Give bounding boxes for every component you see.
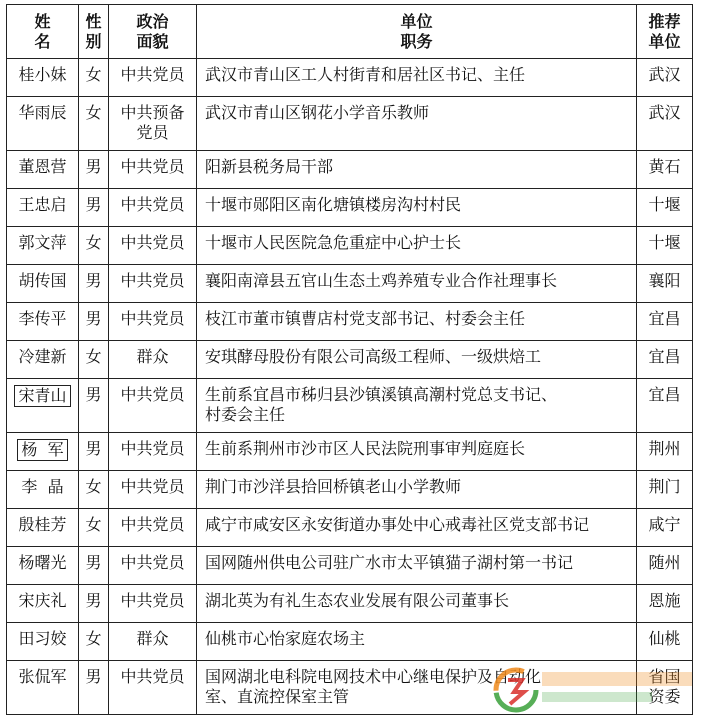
unit-text: 国网随州供电公司驻广水市太平镇猫子湖村第一书记 xyxy=(205,553,574,572)
cell-gender: 女 xyxy=(79,509,109,547)
header-gender: 性 别 xyxy=(79,5,109,59)
name-text: 华雨辰 xyxy=(18,103,67,122)
cell-recommend: 十堰 xyxy=(637,189,693,227)
cell-unit xyxy=(197,97,637,151)
unit-text: 咸宁市咸安区永安街道办事处中心戒毒社区党支部书记 xyxy=(205,515,590,534)
cell-unit xyxy=(197,661,637,715)
cell-name xyxy=(7,585,79,623)
table-header-row xyxy=(7,5,693,59)
table-row xyxy=(7,189,693,227)
unit-text: 十堰市人民医院急危重症中心护士长 xyxy=(205,233,462,252)
cell-party xyxy=(109,151,197,189)
cell-party xyxy=(109,623,197,661)
unit-text: 村委会主任 xyxy=(205,405,286,424)
cell-gender: 女 xyxy=(79,623,109,661)
table-row xyxy=(7,661,693,715)
cell-recommend: 荆门 xyxy=(637,471,693,509)
party-text: 中共党员 xyxy=(120,195,185,214)
cell-recommend: 宜昌 xyxy=(637,379,693,433)
unit-text: 武汉市青山区工人村街青和居社区书记、主任 xyxy=(205,65,526,84)
cell-name xyxy=(7,151,79,189)
cell-unit xyxy=(197,623,637,661)
unit-text: 安琪酵母股份有限公司高级工程师、一级烘焙工 xyxy=(205,347,542,366)
cell-unit xyxy=(197,341,637,379)
unit-text: 生前系荆州市沙市区人民法院刑事审判庭庭长 xyxy=(205,439,526,458)
unit-text: 湖北英为有礼生态农业发展有限公司董事长 xyxy=(205,591,510,610)
party-text: 中共党员 xyxy=(120,591,185,610)
cell-name xyxy=(7,471,79,509)
cell-recommend: 荆州 xyxy=(637,433,693,471)
name-text: 桂小妹 xyxy=(18,65,67,84)
cell-party xyxy=(109,59,197,97)
header-recommend: 推荐 单位 xyxy=(637,5,693,59)
table-row xyxy=(7,59,693,97)
name-text: 李 晶 xyxy=(21,477,64,496)
cell-party xyxy=(109,585,197,623)
cell-name xyxy=(7,265,79,303)
cell-gender: 男 xyxy=(79,547,109,585)
name-text: 李传平 xyxy=(18,309,67,328)
cell-name xyxy=(7,303,79,341)
name-text: 郭文萍 xyxy=(18,233,67,252)
cell-party xyxy=(109,303,197,341)
unit-text: 仙桃市心怡家庭农场主 xyxy=(205,629,366,648)
cell-gender: 男 xyxy=(79,379,109,433)
cell-unit xyxy=(197,547,637,585)
table-row xyxy=(7,227,693,265)
table-row xyxy=(7,509,693,547)
party-text: 党员 xyxy=(136,123,169,142)
party-text: 中共党员 xyxy=(120,667,185,686)
cell-party xyxy=(109,471,197,509)
table-row xyxy=(7,471,693,509)
party-text: 中共党员 xyxy=(120,309,185,328)
recommend-text: 省国 xyxy=(648,667,681,686)
table-body xyxy=(7,59,693,715)
cell-party xyxy=(109,227,197,265)
cell-unit xyxy=(197,227,637,265)
unit-text: 襄阳南漳县五官山生态土鸡养殖专业合作社理事长 xyxy=(205,271,558,290)
party-text: 中共党员 xyxy=(120,385,185,404)
unit-text: 室、直流控保室主管 xyxy=(205,687,350,706)
name-text: 殷桂芳 xyxy=(18,515,67,534)
cell-gender: 男 xyxy=(79,303,109,341)
cell-party xyxy=(109,189,197,227)
cell-recommend: 武汉 xyxy=(637,97,693,151)
cell-unit xyxy=(197,151,637,189)
cell-party xyxy=(109,547,197,585)
party-text: 群众 xyxy=(136,629,169,648)
cell-name xyxy=(7,623,79,661)
cell-unit xyxy=(197,189,637,227)
cell-gender: 女 xyxy=(79,227,109,265)
cell-gender: 男 xyxy=(79,661,109,715)
cell-recommend: 襄阳 xyxy=(637,265,693,303)
cell-gender: 女 xyxy=(79,471,109,509)
cell-gender: 男 xyxy=(79,151,109,189)
name-text: 胡传国 xyxy=(18,271,67,290)
cell-gender: 女 xyxy=(79,97,109,151)
table-row xyxy=(7,379,693,433)
name-text: 杨 军 xyxy=(17,439,67,461)
table-row xyxy=(7,97,693,151)
cell-party xyxy=(109,509,197,547)
unit-text: 生前系宜昌市秭归县沙镇溪镇高潮村党总支书记、 xyxy=(205,385,558,404)
cell-name xyxy=(7,547,79,585)
cell-unit xyxy=(197,265,637,303)
cell-gender: 女 xyxy=(79,59,109,97)
cell-party xyxy=(109,433,197,471)
cell-unit xyxy=(197,509,637,547)
party-text: 中共党员 xyxy=(120,233,185,252)
cell-recommend xyxy=(637,661,693,715)
unit-text: 国网湖北电科院电网技术中心继电保护及自动化 xyxy=(205,667,542,686)
cell-gender: 男 xyxy=(79,189,109,227)
table-row xyxy=(7,623,693,661)
cell-unit xyxy=(197,433,637,471)
name-text: 田习姣 xyxy=(18,629,67,648)
cell-recommend: 武汉 xyxy=(637,59,693,97)
cell-gender: 男 xyxy=(79,265,109,303)
cell-gender: 女 xyxy=(79,341,109,379)
cell-name xyxy=(7,59,79,97)
cell-unit xyxy=(197,585,637,623)
cell-unit xyxy=(197,379,637,433)
party-text: 中共党员 xyxy=(120,271,185,290)
name-text: 冷建新 xyxy=(18,347,67,366)
header-unit: 单位 职务 xyxy=(197,5,637,59)
cell-gender: 男 xyxy=(79,585,109,623)
cell-name xyxy=(7,227,79,265)
cell-recommend: 仙桃 xyxy=(637,623,693,661)
party-text: 中共党员 xyxy=(120,477,185,496)
table-row xyxy=(7,303,693,341)
table-row xyxy=(7,265,693,303)
party-text: 中共党员 xyxy=(120,439,185,458)
cell-unit xyxy=(197,471,637,509)
party-text: 中共党员 xyxy=(120,157,185,176)
table-row xyxy=(7,547,693,585)
unit-text: 十堰市郧阳区南化塘镇楼房沟村村民 xyxy=(205,195,462,214)
cell-name xyxy=(7,433,79,471)
name-text: 宋青山 xyxy=(14,385,70,407)
cell-party xyxy=(109,379,197,433)
party-text: 群众 xyxy=(136,347,169,366)
party-text: 中共党员 xyxy=(120,515,185,534)
unit-text: 荆门市沙洋县拾回桥镇老山小学教师 xyxy=(205,477,462,496)
name-text: 杨曙光 xyxy=(18,553,67,572)
cell-name xyxy=(7,379,79,433)
table-row xyxy=(7,151,693,189)
cell-party xyxy=(109,341,197,379)
cell-name xyxy=(7,97,79,151)
cell-party xyxy=(109,97,197,151)
name-text: 董恩营 xyxy=(18,157,67,176)
table-row xyxy=(7,341,693,379)
cell-recommend: 宜昌 xyxy=(637,303,693,341)
cell-gender: 男 xyxy=(79,433,109,471)
cell-name xyxy=(7,341,79,379)
unit-text: 枝江市董市镇曹店村党支部书记、村委会主任 xyxy=(205,309,526,328)
cell-party xyxy=(109,661,197,715)
cell-recommend: 恩施 xyxy=(637,585,693,623)
cell-name xyxy=(7,509,79,547)
party-text: 中共党员 xyxy=(120,553,185,572)
table-row xyxy=(7,433,693,471)
name-text: 宋庆礼 xyxy=(18,591,67,610)
cell-name xyxy=(7,189,79,227)
name-text: 王忠启 xyxy=(18,195,67,214)
party-text: 中共预备 xyxy=(120,103,185,122)
cell-recommend: 咸宁 xyxy=(637,509,693,547)
party-text: 中共党员 xyxy=(120,65,185,84)
personnel-table xyxy=(6,4,693,715)
cell-unit xyxy=(197,59,637,97)
cell-name xyxy=(7,661,79,715)
unit-text: 阳新县税务局干部 xyxy=(205,157,334,176)
cell-unit xyxy=(197,303,637,341)
cell-recommend: 宜昌 xyxy=(637,341,693,379)
name-text: 张侃军 xyxy=(18,667,67,686)
recommend-text: 资委 xyxy=(648,687,681,706)
cell-recommend: 十堰 xyxy=(637,227,693,265)
table-row xyxy=(7,585,693,623)
cell-party xyxy=(109,265,197,303)
header-name: 姓 名 xyxy=(7,5,79,59)
cell-recommend: 黄石 xyxy=(637,151,693,189)
unit-text: 武汉市青山区钢花小学音乐教师 xyxy=(205,103,430,122)
cell-recommend: 随州 xyxy=(637,547,693,585)
header-party: 政治 面貌 xyxy=(109,5,197,59)
